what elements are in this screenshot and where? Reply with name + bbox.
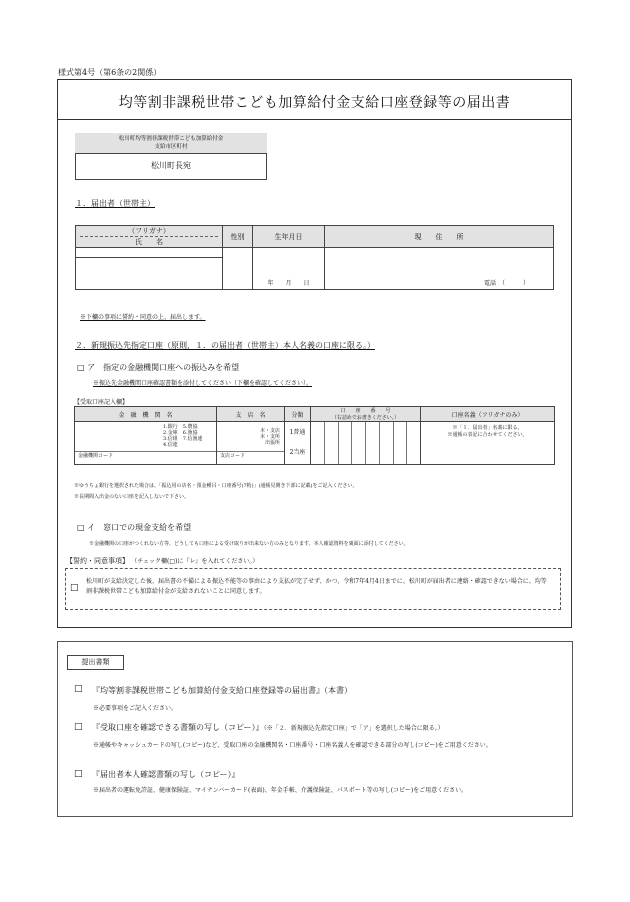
doc1-note: ※必要事項をご記入ください。 — [93, 705, 178, 712]
phone-label: 電話 （ ） — [483, 280, 529, 287]
long-term-note: ※長期間入出金のない口座を記入しないで下さい。 — [74, 494, 190, 500]
col-number-label: 口 座 番 号 — [340, 408, 391, 414]
address-input[interactable] — [325, 248, 554, 290]
branch-input[interactable] — [217, 422, 285, 465]
col-address: 現 住 所 — [325, 226, 554, 248]
gender-input[interactable] — [223, 248, 253, 290]
col-number — [311, 407, 421, 422]
furigana-input[interactable] — [76, 248, 223, 258]
doc1-title: 『均等割非課税世帯こども加算給付金支給口座登録等の届出書』（本書） — [92, 686, 352, 695]
col-gender: 性別 — [223, 226, 253, 248]
type-input[interactable] — [285, 422, 311, 465]
applicant-table — [75, 225, 554, 290]
holder-note1: ※「１．届出者」名義に限る。 — [452, 425, 523, 431]
doc1-checkbox[interactable]: □ — [74, 684, 83, 694]
section2-heading: ２．新規振込先指定口座（原則，１．の届出者（世帯主）本人名義の口座に限る。） — [75, 341, 375, 350]
doc3-note: ※届出者の運転免許証、健康保険証、マイナンバーカード(表面)、年金手帳、介護保険証、パスポート等の写し(コピー)をご用意ください。 — [93, 787, 468, 794]
bank-code-label: 金融機関コード — [78, 453, 114, 459]
col-number-sub: （右詰めでお書きください。） — [331, 415, 400, 421]
section1-heading: １．届出者（世帯主） — [75, 199, 155, 208]
option-i-note: ※金融機関の口座がつくれない方等、どうしても口座による受け取りが出来ない方のみとなります。本人確認資料を裏面に添付してください。 — [89, 541, 409, 547]
birth-input[interactable] — [253, 248, 325, 290]
destination-header — [75, 133, 267, 154]
doc3-checkbox[interactable]: □ — [74, 769, 83, 779]
furigana-name-header — [76, 226, 223, 248]
digit-cell[interactable] — [325, 422, 339, 464]
account-table — [74, 406, 555, 465]
destination-name: 松川町長宛 — [151, 161, 191, 170]
option-a-checkbox[interactable]: □ ア 指定の金融機関口座への振込みを希望 — [77, 363, 240, 372]
type-normal: 1普通 — [289, 429, 306, 436]
type-current: 2当座 — [289, 449, 306, 456]
name-input[interactable] — [76, 258, 223, 290]
title-divider — [57, 119, 572, 120]
option-a-note: ※振込先金融機関口座確認書類を添付してください（下欄を確認してください）。 — [93, 380, 313, 387]
col-name: 氏 名 — [135, 238, 163, 246]
doc3-title: 『届出者本人確認書類の写し（コピー）』 — [92, 770, 240, 779]
doc2-checkbox[interactable]: □ — [74, 722, 83, 732]
holder-input[interactable] — [421, 422, 555, 465]
option-i-checkbox[interactable]: □ イ 窓口での現金支給を希望 — [77, 523, 192, 532]
bank-input[interactable] — [75, 422, 217, 465]
digit-cell[interactable] — [311, 422, 325, 464]
col-bank: 金 融 機 関 名 — [75, 407, 217, 422]
col-holder: 口座名義（フリガナのみ） — [421, 407, 555, 422]
account-label: 【受取口座記入欄】 — [74, 399, 129, 406]
birth-ymd-label: 年 月 日 — [267, 280, 310, 287]
yucho-note: ※ゆうちょ銀行を選択された場合は、「振込用の店名・預金種目・口座番号(7桁)」(通帳見開き下部に記載)をご記入ください。 — [74, 483, 358, 489]
digit-cell[interactable] — [407, 422, 420, 464]
destination-line1: 松川町均等割非課税世帯こども加算給付金 — [118, 136, 224, 142]
page-title: 均等割非課税世帯こども加算給付金支給口座登録等の届出書 — [118, 95, 511, 111]
bank-types: 1.銀行 5.農協 2.金庫 6.漁協 3.信組 7.信漁連 4.信連 — [163, 424, 203, 448]
form-id: 様式第4号（第6条の2関係） — [58, 68, 162, 77]
doc2-note: ※通帳やキャッシュカードの写し(コピー)など、受取口座の金融機関名・口座番号・口座名義人を確認できる部分の写し(コピー)をご用意ください。 — [93, 742, 492, 749]
doc2-title — [92, 722, 444, 733]
agreement-heading-label: 【誓約・同意事項】 — [66, 557, 129, 565]
col-branch: 支 店 名 — [217, 407, 285, 422]
branch-types: 本・支店 本・支所 出張所 — [259, 428, 280, 446]
documents-label: 提出書類 — [67, 655, 124, 670]
col-birth: 生年月日 — [253, 226, 325, 248]
digit-cell[interactable] — [380, 422, 394, 464]
digit-cell[interactable] — [339, 422, 353, 464]
digit-cell[interactable] — [352, 422, 366, 464]
digit-cell[interactable] — [366, 422, 380, 464]
agreement-text: 松川町が支給決定した後、届出書の不備による振込不能等の事由により支払が完了せず、かつ、令和7年4月4日までに、松川町が届出者に連絡・確認できない場合に、均等割非課税世帯こども加算給付金が支給されないことに同意します。 — [86, 578, 547, 595]
branch-code-label: 支店コード — [220, 453, 246, 459]
agreement-checkbox[interactable]: □ — [70, 583, 79, 593]
agreement-heading — [66, 556, 258, 566]
number-input[interactable] — [311, 422, 421, 465]
doc2-title-sub: （※「２．新規振込先指定口座」で「ア」を選択した場合に限る。） — [263, 725, 444, 732]
agreement-heading-sub: （チェック欄(□)に『レ』を入れてください。） — [131, 558, 259, 565]
destination-line2: 支給市区町村 — [154, 144, 188, 150]
col-type: 分類 — [285, 407, 311, 422]
col-furigana: （フリガナ） — [128, 227, 170, 235]
doc2-title-label: 『受取口座を確認できる書類の写し（コピー）』 — [92, 723, 264, 732]
agree-note: ※下欄の事項に誓約・同意の上、届出します。 — [80, 314, 206, 321]
digit-cell[interactable] — [394, 422, 408, 464]
holder-note2: ※通帳の表記に合わせてください。 — [447, 432, 528, 438]
